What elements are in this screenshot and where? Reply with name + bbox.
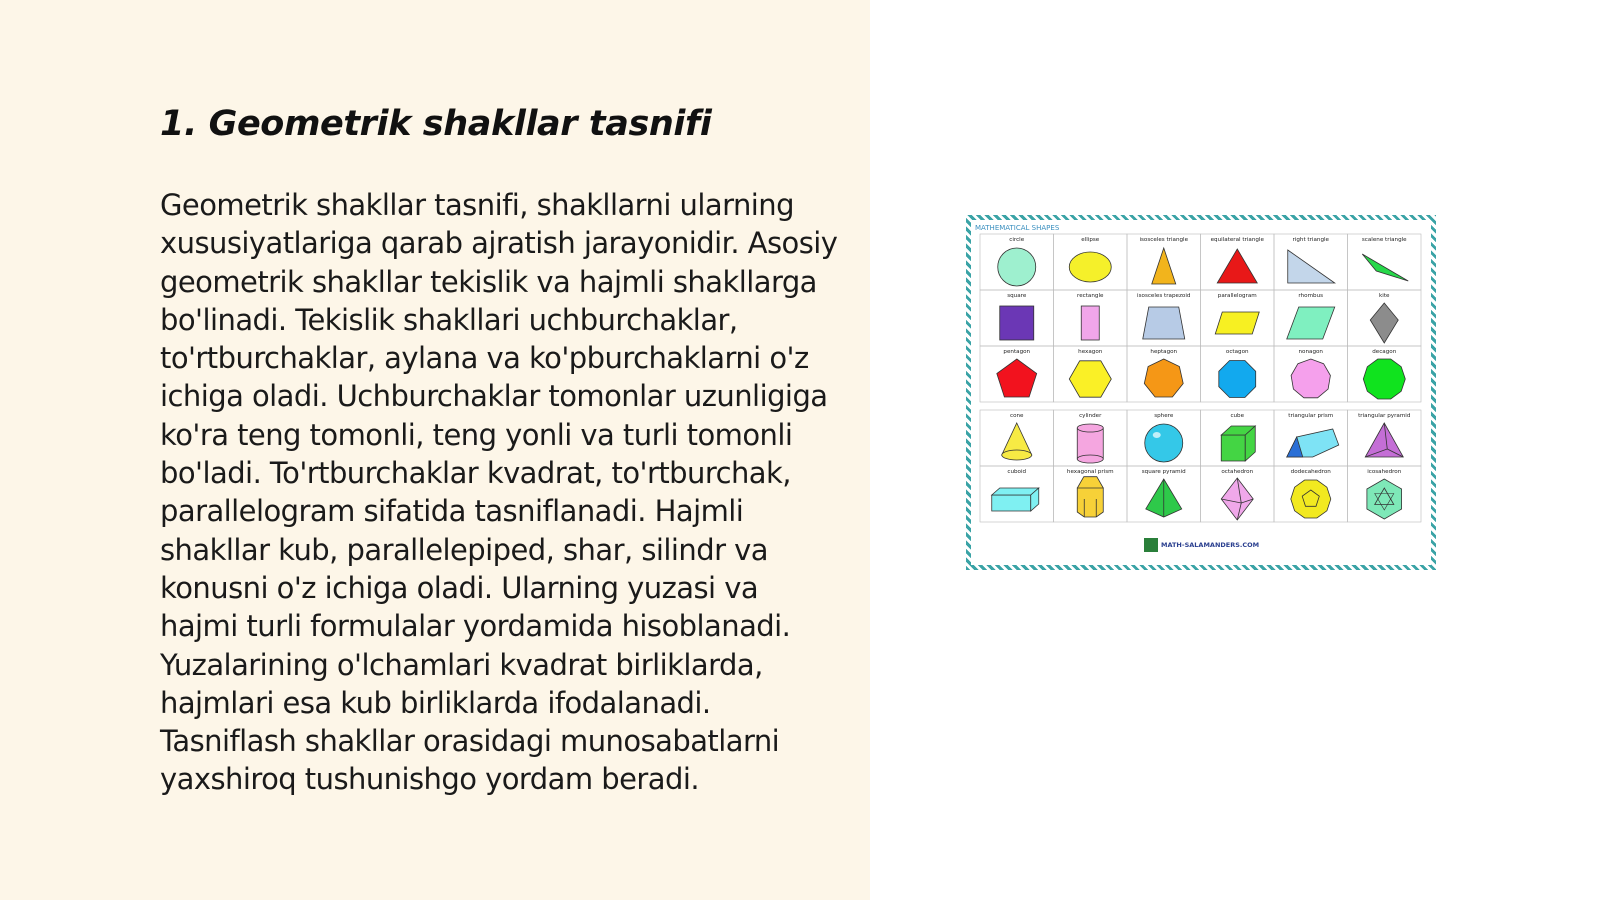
kite-shape <box>1370 303 1398 343</box>
icosahedron-shape <box>1367 479 1402 519</box>
shape-cell-rhombus <box>1287 293 1335 339</box>
shape-label: dodecahedron <box>1290 469 1331 475</box>
shape-label: heptagon <box>1150 349 1178 355</box>
shape-label: isosceles trapezoid <box>1137 293 1191 299</box>
octagon-shape <box>1219 361 1256 398</box>
shape-label: rhombus <box>1298 293 1324 299</box>
circle-shape <box>998 248 1036 286</box>
square-shape <box>1000 306 1034 340</box>
hexagon-shape <box>1069 361 1111 397</box>
tri-pyramid-shape <box>1365 423 1403 457</box>
cuboid-shape <box>992 488 1039 511</box>
ellipse-shape <box>1069 252 1111 282</box>
shape-label: equilateral triangle <box>1210 237 1264 243</box>
cone-shape <box>1002 423 1032 460</box>
shape-label: parallelogram <box>1217 293 1257 299</box>
sq-pyramid-shape <box>1146 479 1182 517</box>
shape-cell-octagon <box>1219 349 1256 398</box>
right-triangle-shape <box>1288 250 1335 283</box>
shapes-chart-sheet <box>971 220 1431 565</box>
shapes-chart-svg <box>971 220 1431 565</box>
slide-title: 1. Geometrik shakllar tasnifi <box>160 104 712 144</box>
shape-cell-sphere <box>1145 413 1183 462</box>
shape-label: circle <box>1009 237 1025 243</box>
shape-label: cylinder <box>1079 413 1102 419</box>
parallelogram-shape <box>1215 312 1259 334</box>
trapezoid-shape <box>1143 307 1185 339</box>
shape-label: square pyramid <box>1141 469 1186 475</box>
shape-label: icosahedron <box>1367 469 1402 475</box>
shape-cell-rectangle <box>1077 293 1104 340</box>
shape-label: square <box>1007 293 1027 299</box>
shape-label: cuboid <box>1007 469 1027 475</box>
shape-cell-hex-prism <box>1067 469 1114 517</box>
shape-label: pentagon <box>1003 349 1031 355</box>
shape-cell-pentagon <box>997 349 1037 397</box>
shape-label: cone <box>1010 413 1024 419</box>
shape-label: nonagon <box>1298 349 1323 355</box>
shape-label: triangular prism <box>1288 413 1334 419</box>
shape-label: right triangle <box>1292 237 1329 243</box>
shape-cell-equilateral <box>1211 237 1265 283</box>
cylinder-shape <box>1077 424 1103 463</box>
shape-label: sphere <box>1154 413 1174 419</box>
shape-cell-ellipse <box>1069 237 1111 282</box>
shape-label: isosceles triangle <box>1139 237 1189 243</box>
shape-label: kite <box>1379 293 1390 299</box>
scalene-shape <box>1362 254 1408 281</box>
shape-cell-trapezoid <box>1137 293 1191 339</box>
shape-cell-hexagon <box>1069 349 1111 397</box>
decagon-shape <box>1363 359 1405 399</box>
shape-cell-circle <box>998 237 1036 286</box>
shape-cell-sq-pyramid <box>1142 469 1186 517</box>
chart-cells <box>992 237 1411 520</box>
shape-label: rectangle <box>1077 293 1104 299</box>
shape-label: octagon <box>1225 349 1249 355</box>
shape-label: cube <box>1230 413 1245 419</box>
shape-label: hexagonal prism <box>1066 469 1114 475</box>
slide-body-text: Geometrik shakllar tasnifi, shakllarni ularning xususiyatlariga qarab ajratish jarayonidir. Asosiy geometrik shakllar tekislik va hajmli shakllarga bo'linadi. Tekislik shakllari uchburchaklar, to'rtburchaklar, aylana va ko'pburchaklarni o'z ichiga oladi. Uchburchaklar tomonlar uzunligiga ko'ra teng tomonli, teng yonli va turli tomonli bo'ladi. To'rtburchaklar kvadrat, to'rtburchak, parallelogram sifatida tasniflanadi. Hajmli shakllar kub, parallelepiped, shar, silindr va konusni o'z ichiga oladi. Ularning yuzasi va hajmi turli formulalar yordamida hisoblanadi. Yuzalarining o'lchamlari kvadrat birliklarda, hajmlari esa kub birliklarda ifodalanadi. Tasniflash shakllar orasidagi munosabatlarni yaxshiroq tushunishgo yordam beradi. <box>160 188 838 797</box>
shape-cell-decagon <box>1363 349 1405 399</box>
shape-cell-parallelogram <box>1215 293 1259 334</box>
shape-label: octahedron <box>1221 469 1254 475</box>
sphere-shape <box>1145 424 1183 462</box>
shape-label: decagon <box>1372 349 1397 355</box>
equilateral-shape <box>1217 249 1257 283</box>
shape-label: ellipse <box>1081 237 1100 243</box>
shape-label: triangular pyramid <box>1358 413 1411 419</box>
rectangle-shape <box>1081 306 1099 340</box>
pentagon-shape <box>997 359 1037 397</box>
nonagon-shape <box>1291 359 1330 398</box>
shape-cell-cube <box>1221 413 1255 461</box>
heptagon-shape <box>1144 359 1183 397</box>
shape-cell-kite <box>1370 293 1398 343</box>
shape-cell-tri-prism <box>1287 413 1339 457</box>
isosceles-shape <box>1152 248 1176 284</box>
shape-cell-square <box>1000 293 1034 340</box>
shape-cell-isosceles <box>1139 237 1188 284</box>
cube-shape <box>1221 426 1255 461</box>
shape-cell-cone <box>1002 413 1032 460</box>
shape-cell-heptagon <box>1144 349 1183 397</box>
shape-cell-right-triangle <box>1288 237 1335 283</box>
rhombus-shape <box>1287 307 1335 339</box>
shape-cell-dodecahedron <box>1291 469 1332 518</box>
shape-cell-cuboid <box>992 469 1039 511</box>
chart-heading: MATHEMATICAL SHAPES <box>975 224 1060 232</box>
chart-footer-logo <box>1144 538 1259 552</box>
shape-label: hexagon <box>1078 349 1103 355</box>
shape-cell-tri-pyramid <box>1358 413 1411 457</box>
hex-prism-shape <box>1077 477 1103 517</box>
shape-cell-scalene <box>1362 237 1408 281</box>
chart-grid <box>980 234 1421 522</box>
dodecahedron-shape <box>1291 480 1331 518</box>
tri-prism-shape <box>1287 429 1339 457</box>
shape-cell-icosahedron <box>1367 469 1402 519</box>
shape-cell-nonagon <box>1291 349 1330 398</box>
shape-cell-octahedron <box>1221 469 1253 520</box>
shape-cell-cylinder <box>1077 413 1103 463</box>
shape-label: scalene triangle <box>1361 237 1407 243</box>
shapes-chart-image <box>966 215 1436 570</box>
chart-footer-logo-text: MATH-SALAMANDERS.COM <box>1161 541 1260 549</box>
octahedron-shape <box>1221 478 1253 520</box>
